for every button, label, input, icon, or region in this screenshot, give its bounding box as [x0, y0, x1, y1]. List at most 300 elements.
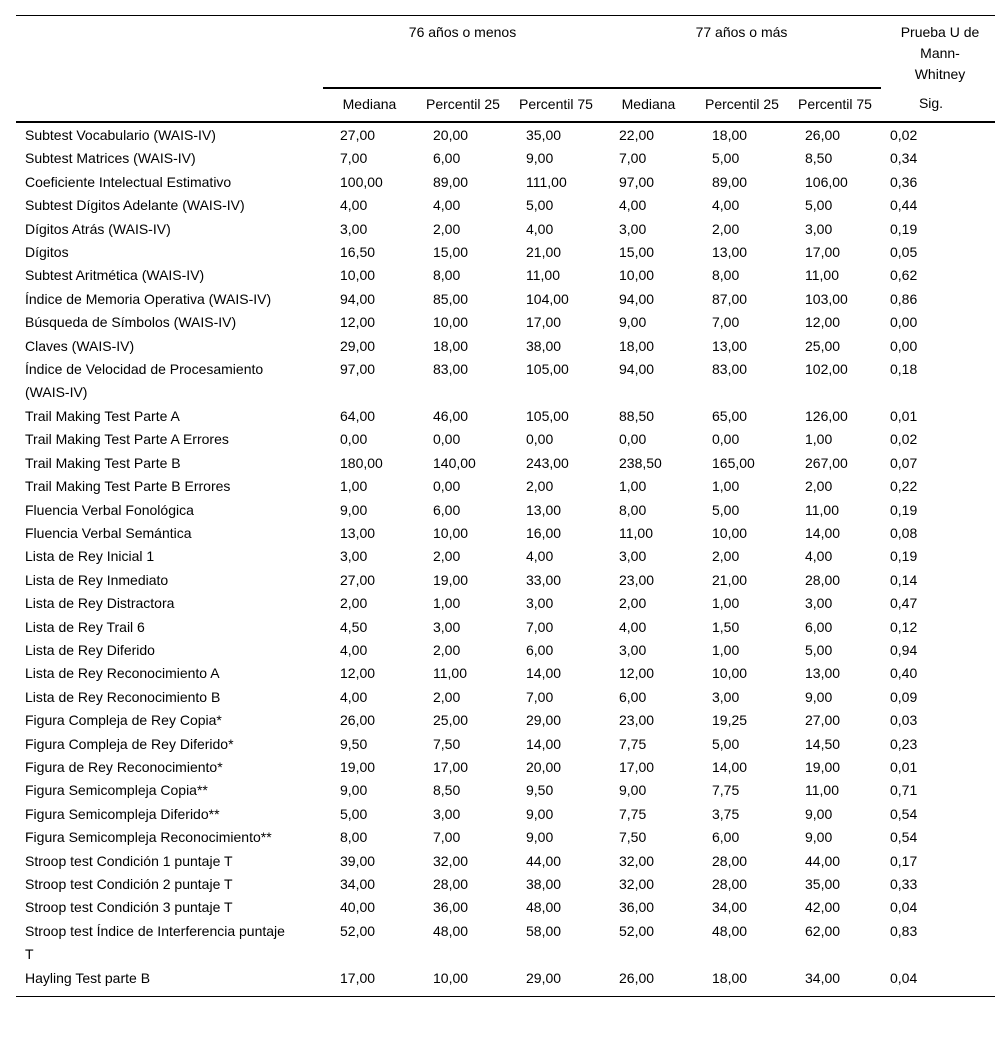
p25-76: 3,00	[433, 618, 461, 635]
sig: 0,33	[890, 876, 918, 892]
row-label: Stroop test Condición 2 puntaje T	[25, 876, 233, 892]
p75-77: 19,00	[805, 758, 841, 775]
p25-76: 46,00	[433, 407, 469, 424]
median-76: 4,00	[340, 688, 368, 705]
p25-76: 10,00	[433, 314, 469, 331]
median-76: 100,00	[340, 173, 383, 190]
row-label: Trail Making Test Parte B	[25, 454, 181, 471]
p75-76: 29,00	[509, 967, 602, 997]
row-label: Figura Semicompleja Diferido**	[25, 805, 220, 822]
p25-77: 1,00	[712, 641, 740, 658]
p25-77: 21,00	[712, 571, 748, 588]
table-row	[16, 522, 995, 545]
col-header-p25-1: Percentil 25	[416, 88, 509, 122]
p75-77: 42,00	[805, 899, 841, 916]
row-label: Stroop test Condición 3 puntaje T	[25, 899, 233, 916]
p25-76: 32,00	[433, 852, 469, 869]
p75-76: 0,00	[526, 431, 554, 448]
table-row	[16, 428, 995, 451]
sig: 0,22	[890, 478, 918, 495]
header-blank	[16, 16, 323, 123]
sig: 0,23	[890, 735, 918, 752]
p75-77: 6,00	[805, 618, 833, 635]
p75-77: 34,00	[788, 967, 881, 997]
group-header-76-or-less: 76 años o menos	[323, 16, 602, 89]
sig: 0,12	[890, 618, 918, 635]
median-77: 7,50	[619, 829, 647, 846]
p75-76: 17,00	[526, 314, 562, 331]
p75-77: 1,00	[805, 431, 833, 448]
p25-77: 65,00	[712, 407, 748, 424]
p75-77: 103,00	[805, 290, 848, 307]
table-row	[16, 241, 995, 264]
p75-77: 27,00	[805, 712, 841, 729]
median-77: 88,50	[619, 407, 655, 424]
p75-77: 26,00	[805, 127, 841, 143]
col-header-p75-2: Percentil 75	[788, 88, 881, 122]
p25-77: 8,00	[712, 267, 740, 284]
sig: 0,18	[890, 361, 918, 378]
p25-77: 48,00	[712, 922, 748, 939]
p25-77: 0,00	[712, 431, 740, 448]
median-76: 0,00	[340, 431, 368, 448]
median-77: 1,00	[619, 478, 647, 495]
sig: 0,36	[890, 173, 918, 190]
median-77: 97,00	[619, 173, 655, 190]
sig: 0,19	[890, 548, 918, 565]
p75-77: 11,00	[805, 501, 839, 518]
median-76: 12,00	[340, 314, 376, 331]
median-76: 5,00	[340, 805, 368, 822]
sig: 0,01	[890, 758, 918, 775]
p25-76: 15,00	[433, 244, 469, 261]
row-label: Subtest Dígitos Adelante (WAIS-IV)	[25, 197, 245, 214]
sig: 0,07	[890, 454, 918, 471]
col-header-sig: Sig.	[881, 88, 995, 122]
median-77: 6,00	[619, 688, 647, 705]
p75-77: 2,00	[805, 478, 833, 495]
col-header-p25-2: Percentil 25	[695, 88, 788, 122]
row-label: Lista de Rey Reconocimiento B	[25, 688, 221, 705]
median-76: 64,00	[340, 407, 376, 424]
p75-77: 5,00	[805, 197, 833, 214]
median-77: 36,00	[619, 899, 655, 916]
sig: 0,83	[890, 922, 918, 939]
median-77: 26,00	[602, 967, 695, 997]
median-77: 7,75	[619, 805, 647, 822]
table-row	[16, 826, 995, 849]
p25-77: 18,00	[695, 967, 788, 997]
median-77: 4,00	[619, 197, 647, 214]
median-76: 52,00	[340, 922, 376, 939]
p25-77: 10,00	[712, 665, 748, 682]
p25-76: 6,00	[433, 501, 461, 518]
median-77: 0,00	[619, 431, 647, 448]
p75-77: 14,50	[805, 735, 841, 752]
row-label: Fluencia Verbal Fonológica	[25, 501, 194, 518]
p25-76: 85,00	[433, 290, 469, 307]
table-row	[16, 545, 995, 568]
p25-76: 18,00	[433, 337, 469, 354]
p25-77: 1,00	[712, 478, 740, 495]
median-76: 12,00	[340, 665, 376, 682]
p75-76: 111,00	[526, 173, 567, 190]
p75-76: 9,50	[526, 782, 554, 799]
p25-77: 19,25	[712, 712, 748, 729]
p75-77: 14,00	[805, 524, 841, 541]
p25-76: 8,00	[433, 267, 461, 284]
median-76: 4,00	[340, 197, 368, 214]
sig: 0,86	[890, 290, 918, 307]
median-76: 27,00	[340, 571, 376, 588]
median-76: 34,00	[340, 876, 376, 892]
sig: 0,09	[890, 688, 918, 705]
p25-76: 140,00	[433, 454, 476, 471]
p75-76: 6,00	[526, 641, 554, 658]
p75-77: 62,00	[805, 922, 841, 939]
median-76: 97,00	[340, 361, 376, 378]
p25-77: 28,00	[712, 876, 748, 892]
table-row	[16, 288, 995, 311]
table-row	[16, 756, 995, 779]
sig: 0,03	[890, 712, 918, 729]
p75-77: 126,00	[805, 407, 848, 424]
p25-77: 14,00	[712, 758, 748, 775]
row-label: Índice de Velocidad de Procesamiento (WAIS-IV)	[25, 361, 264, 401]
p75-76: 9,00	[526, 805, 554, 822]
p75-77: 102,00	[805, 361, 848, 378]
row-label: Subtest Vocabulario (WAIS-IV)	[25, 127, 216, 143]
col-header-median-1: Mediana	[323, 88, 416, 122]
p75-77: 28,00	[805, 571, 841, 588]
p25-76: 20,00	[433, 127, 469, 143]
row-label: Lista de Rey Inicial 1	[25, 548, 155, 565]
median-77: 3,00	[619, 548, 647, 565]
sig: 0,40	[890, 665, 918, 682]
median-77: 9,00	[619, 314, 647, 331]
p75-77: 35,00	[805, 876, 841, 892]
p75-77: 9,00	[805, 829, 833, 846]
p25-76: 28,00	[433, 876, 469, 892]
table-row	[16, 335, 995, 358]
median-77: 3,00	[619, 220, 647, 237]
sig: 0,71	[890, 782, 918, 799]
p25-77: 28,00	[712, 852, 748, 869]
row-label: Figura Compleja de Rey Copia*	[25, 712, 222, 729]
median-76: 9,00	[340, 501, 368, 518]
sig: 0,14	[890, 571, 918, 588]
p25-77: 5,00	[712, 735, 740, 752]
p25-76: 0,00	[433, 431, 461, 448]
group-header-mann-whitney: Prueba U de Mann-Whitney	[881, 16, 995, 89]
p75-76: 14,00	[526, 665, 562, 682]
median-76: 17,00	[323, 967, 416, 997]
row-label: Trail Making Test Parte A Errores	[25, 431, 229, 448]
table-row	[16, 896, 995, 919]
p25-77: 1,50	[712, 618, 740, 635]
p75-76: 20,00	[526, 758, 562, 775]
table-row	[16, 662, 995, 685]
sig: 0,54	[890, 829, 918, 846]
table-row	[16, 686, 995, 709]
median-77: 94,00	[619, 361, 655, 378]
median-76: 9,00	[340, 782, 368, 799]
sig: 0,19	[890, 220, 918, 237]
p75-77: 11,00	[805, 267, 839, 284]
p75-77: 3,00	[805, 220, 833, 237]
p75-77: 4,00	[805, 548, 833, 565]
sig: 0,62	[890, 267, 918, 284]
p25-76: 4,00	[433, 197, 461, 214]
p25-76: 3,00	[433, 805, 461, 822]
row-label: Lista de Rey Distractora	[25, 595, 175, 612]
row-label: Hayling Test parte B	[16, 967, 323, 997]
p25-77: 3,75	[712, 805, 740, 822]
p75-77: 11,00	[805, 782, 839, 799]
table-row	[16, 194, 995, 217]
table-row	[16, 616, 995, 639]
median-77: 52,00	[619, 922, 655, 939]
p75-76: 105,00	[526, 407, 569, 424]
median-76: 40,00	[340, 899, 376, 916]
row-label: Stroop test Índice de Interferencia puntaje T	[25, 922, 285, 963]
p75-76: 104,00	[526, 290, 569, 307]
p25-76: 11,00	[433, 665, 467, 682]
p75-77: 9,00	[805, 805, 833, 822]
p25-77: 5,00	[712, 501, 740, 518]
median-76: 10,00	[340, 267, 376, 284]
p25-77: 83,00	[712, 361, 748, 378]
p25-77: 6,00	[712, 829, 740, 846]
row-label: Dígitos Atrás (WAIS-IV)	[25, 220, 171, 237]
p75-76: 21,00	[526, 244, 562, 261]
sig: 0,17	[890, 852, 918, 869]
row-label: Fluencia Verbal Semántica	[25, 524, 192, 541]
p75-76: 7,00	[526, 688, 554, 705]
p75-77: 8,50	[805, 150, 833, 167]
median-77: 11,00	[619, 524, 653, 541]
p75-77: 9,00	[805, 688, 833, 705]
p25-77: 87,00	[712, 290, 748, 307]
median-76: 4,00	[340, 641, 368, 658]
median-77: 94,00	[619, 290, 655, 307]
table-row	[16, 264, 995, 287]
table-row	[16, 569, 995, 592]
p75-76: 4,00	[526, 548, 554, 565]
median-77: 32,00	[619, 876, 655, 892]
row-label: Coeficiente Intelectual Estimativo	[25, 173, 232, 190]
row-label: Índice de Memoria Operativa (WAIS-IV)	[25, 290, 272, 307]
sig: 0,04	[890, 899, 918, 916]
median-76: 39,00	[340, 852, 376, 869]
median-77: 12,00	[619, 665, 655, 682]
median-76: 8,00	[340, 829, 368, 846]
p25-77: 7,00	[712, 314, 740, 331]
p75-76: 5,00	[526, 197, 554, 214]
median-76: 3,00	[340, 220, 368, 237]
p25-76: 10,00	[416, 967, 509, 997]
table-row	[16, 171, 995, 194]
table-row	[16, 405, 995, 428]
row-label: Subtest Matrices (WAIS-IV)	[25, 150, 196, 167]
group-header-77-or-more: 77 años o más	[602, 16, 881, 89]
sig: 0,34	[890, 150, 918, 167]
p25-77: 4,00	[712, 197, 740, 214]
sig: 0,47	[890, 595, 918, 612]
median-77: 23,00	[619, 712, 655, 729]
sig: 0,44	[890, 197, 918, 214]
p25-77: 34,00	[712, 899, 748, 916]
p75-77: 44,00	[805, 852, 841, 869]
p75-76: 11,00	[526, 267, 560, 284]
results-table	[16, 15, 995, 997]
p25-76: 48,00	[433, 922, 469, 939]
median-76: 2,00	[340, 595, 368, 612]
p75-76: 7,00	[526, 618, 554, 635]
row-label: Lista de Rey Inmediato	[25, 571, 169, 588]
p25-76: 2,00	[433, 688, 461, 705]
p75-76: 4,00	[526, 220, 554, 237]
p75-76: 2,00	[526, 478, 554, 495]
median-76: 16,50	[340, 244, 376, 261]
median-77: 17,00	[619, 758, 655, 775]
p25-77: 13,00	[712, 244, 748, 261]
table-row	[16, 733, 995, 756]
sig: 0,02	[890, 431, 918, 448]
median-76: 94,00	[340, 290, 376, 307]
row-label: Dígitos	[25, 244, 69, 261]
p25-76: 25,00	[433, 712, 469, 729]
median-76: 3,00	[340, 548, 368, 565]
p75-77: 17,00	[805, 244, 841, 261]
p75-76: 58,00	[526, 922, 562, 939]
sig: 0,01	[890, 407, 918, 424]
p75-76: 9,00	[526, 829, 554, 846]
median-77: 15,00	[619, 244, 655, 261]
median-76: 29,00	[340, 337, 376, 354]
median-77: 18,00	[619, 337, 655, 354]
row-label: Lista de Rey Diferido	[25, 641, 155, 658]
row-label: Subtest Aritmética (WAIS-IV)	[25, 267, 205, 284]
p75-76: 9,00	[526, 150, 554, 167]
row-label: Búsqueda de Símbolos (WAIS-IV)	[25, 314, 237, 331]
p25-77: 1,00	[712, 595, 740, 612]
median-76: 9,50	[340, 735, 368, 752]
median-76: 26,00	[340, 712, 376, 729]
row-label: Lista de Rey Reconocimiento A	[25, 665, 220, 682]
median-77: 23,00	[619, 571, 655, 588]
p75-76: 38,00	[526, 876, 562, 892]
p75-76: 33,00	[526, 571, 562, 588]
table-row	[16, 218, 995, 241]
p25-76: 83,00	[433, 361, 469, 378]
row-label: Figura Compleja de Rey Diferido*	[25, 735, 234, 752]
p25-76: 0,00	[433, 478, 461, 495]
sig: 0,94	[890, 641, 918, 658]
table-body	[16, 122, 995, 997]
p75-77: 106,00	[805, 173, 848, 190]
median-77: 22,00	[619, 127, 655, 143]
median-76: 27,00	[340, 127, 376, 143]
p25-77: 2,00	[712, 548, 740, 565]
p25-76: 2,00	[433, 641, 461, 658]
row-label: Figura Semicompleja Copia**	[25, 782, 208, 799]
table-row	[16, 147, 995, 170]
p75-76: 13,00	[526, 501, 562, 518]
table-row	[16, 452, 995, 475]
p25-76: 2,00	[433, 220, 461, 237]
table-row	[16, 967, 995, 997]
p75-76: 14,00	[526, 735, 562, 752]
p25-76: 7,50	[433, 735, 461, 752]
median-76: 1,00	[340, 478, 368, 495]
median-77: 10,00	[619, 267, 655, 284]
sig: 0,08	[890, 524, 918, 541]
sig: 0,19	[890, 501, 918, 518]
col-header-p75-1: Percentil 75	[509, 88, 602, 122]
sig: 0,00	[890, 314, 918, 331]
p75-76: 16,00	[526, 524, 562, 541]
p25-76: 6,00	[433, 150, 461, 167]
sig: 0,54	[890, 805, 918, 822]
p75-77: 3,00	[805, 595, 833, 612]
p25-76: 17,00	[433, 758, 469, 775]
p75-76: 29,00	[526, 712, 562, 729]
row-label: Figura Semicompleja Reconocimiento**	[25, 829, 272, 846]
p25-76: 8,50	[433, 782, 461, 799]
table-row	[16, 920, 995, 967]
row-label: Figura de Rey Reconocimiento*	[25, 758, 223, 775]
median-77: 2,00	[619, 595, 647, 612]
table-row	[16, 850, 995, 873]
p25-77: 10,00	[712, 524, 748, 541]
p75-77: 5,00	[805, 641, 833, 658]
p75-76: 38,00	[526, 337, 562, 354]
p25-76: 10,00	[433, 524, 469, 541]
p75-76: 35,00	[526, 127, 562, 143]
table-row	[16, 779, 995, 802]
p25-76: 36,00	[433, 899, 469, 916]
p25-76: 1,00	[433, 595, 461, 612]
table-row	[16, 475, 995, 498]
p25-76: 89,00	[433, 173, 469, 190]
table-row	[16, 639, 995, 662]
p25-77: 3,00	[712, 688, 740, 705]
median-77: 7,00	[619, 150, 647, 167]
median-76: 7,00	[340, 150, 368, 167]
p25-77: 13,00	[712, 337, 748, 354]
p25-76: 19,00	[433, 571, 469, 588]
table-row	[16, 499, 995, 522]
row-label: Trail Making Test Parte A	[25, 407, 180, 424]
median-77: 8,00	[619, 501, 647, 518]
row-label: Trail Making Test Parte B Errores	[25, 478, 231, 495]
p75-77: 13,00	[805, 665, 841, 682]
table-row	[16, 592, 995, 615]
p75-76: 44,00	[526, 852, 562, 869]
table-row	[16, 803, 995, 826]
p75-76: 105,00	[526, 361, 569, 378]
p25-77: 18,00	[712, 127, 748, 143]
table-row	[16, 709, 995, 732]
p75-77: 25,00	[805, 337, 841, 354]
sig: 0,05	[890, 244, 918, 261]
median-76: 19,00	[340, 758, 376, 775]
p25-77: 165,00	[712, 454, 755, 471]
table-row	[16, 358, 995, 405]
p75-76: 48,00	[526, 899, 562, 916]
p75-76: 3,00	[526, 595, 554, 612]
